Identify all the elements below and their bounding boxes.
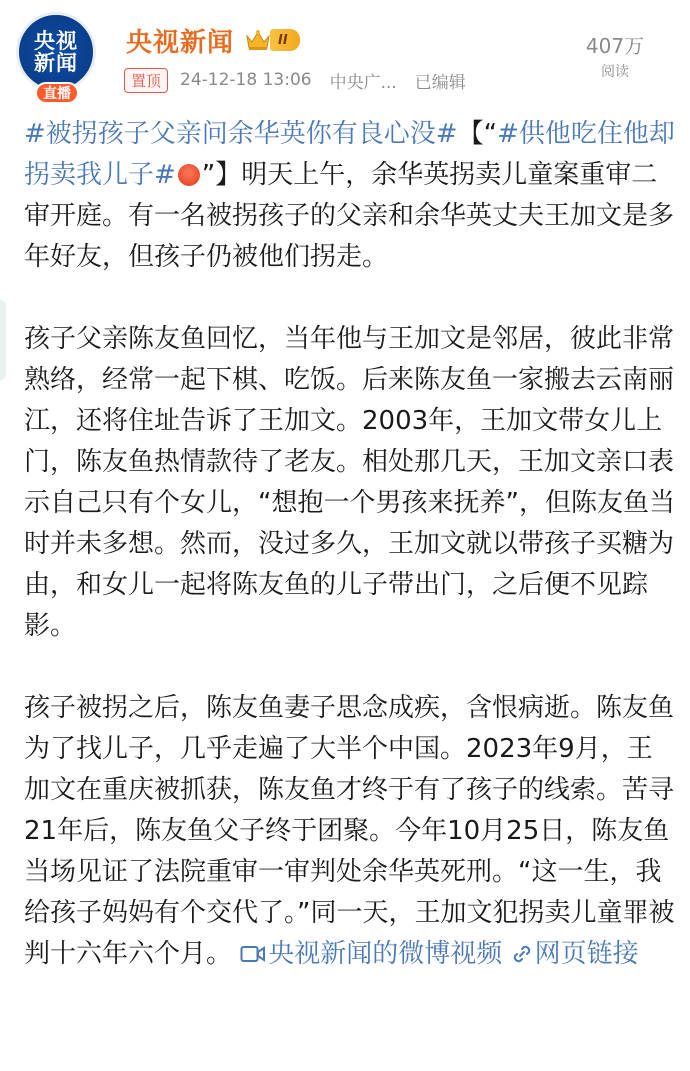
hashtag-1[interactable]: #被拐孩子父亲问余华英你有良心没#: [24, 119, 458, 149]
hashtag-2[interactable]: #供他吃住他却拐卖我儿子#: [24, 119, 675, 190]
avatar-logo: [16, 12, 96, 92]
avatar-text-line2: 新闻: [34, 51, 78, 75]
paragraph-gap: [24, 278, 676, 319]
paragraph-1-text: 明天上午，余华英拐卖儿童案重审二审开庭。有一名被拐孩子的父亲和余华英丈夫王加文是多年好友，但孩子仍被他们拐走。: [24, 160, 675, 272]
crown-icon: [244, 28, 272, 52]
avatar-text-line1: 央视: [34, 28, 78, 53]
level-tag: II: [270, 29, 300, 51]
bracket-open: 【“: [457, 119, 498, 149]
name-row: [126, 20, 300, 60]
angry-face-icon: [178, 164, 200, 186]
view-count-label: 阅读: [601, 64, 629, 80]
post-source[interactable]: 中央广...: [329, 72, 397, 93]
web-link[interactable]: [511, 939, 639, 969]
paragraph-3-text: 孩子被拐之后，陈友鱼妻子思念成疾，含恨病逝。陈友鱼为了找儿子，几乎走遍了大半个中国。2023年9月，王加文在重庆被抓获，陈友鱼才终于有了孩子的线索。苦寻21年后，陈友鱼父子终于团聚。今年10月25日，陈友鱼当场见证了法院重审一审判处余华英死刑。“这一生，我给孩子妈妈有个交代了。”同一天，王加文犯拐卖儿童罪被判十六年六个月。: [24, 693, 675, 969]
edited-label[interactable]: 已编辑: [414, 72, 466, 93]
video-link-label: 央视新闻的微博视频: [268, 939, 503, 969]
avatar[interactable]: [16, 12, 96, 104]
bracket-close: ”】: [201, 160, 242, 190]
member-badge[interactable]: [244, 28, 300, 52]
post-header: [0, 0, 690, 112]
edge-indicator: [0, 300, 6, 380]
web-link-label: 网页链接: [534, 939, 639, 969]
paragraph-3: [24, 688, 676, 975]
video-icon: [240, 944, 266, 964]
view-count: [580, 30, 650, 81]
paragraph-2: 孩子父亲陈友鱼回忆，当年他与王加文是邻居，彼此非常熟络，经常一起下棋、吃饭。后来陈友鱼一家搬去云南丽江，还将住址告诉了王加文。2003年，王加文带女儿上门，陈友鱼热情款待了老友。相处那几天，王加文亲口表示自己只有个女儿，“想抱一个男孩来抚养”，但陈友鱼当时并未多想。然而，没过多久，王加文就以带孩子买糖为由，和女儿一起将陈友鱼的儿子带出门，之后便不见踪影。: [24, 324, 675, 641]
meta-row: [124, 66, 466, 94]
pinned-tag: 置顶: [124, 68, 168, 93]
link-icon: [511, 943, 533, 965]
post-time: 24-12-18 13:06: [180, 70, 312, 90]
view-count-number: 407万: [585, 34, 645, 58]
video-link[interactable]: [240, 939, 502, 969]
username[interactable]: 央视新闻: [126, 27, 235, 58]
paragraph-gap: [24, 647, 676, 688]
live-badge[interactable]: 直播: [35, 82, 79, 104]
post-content: [24, 114, 676, 975]
paragraph-1: [24, 114, 676, 278]
